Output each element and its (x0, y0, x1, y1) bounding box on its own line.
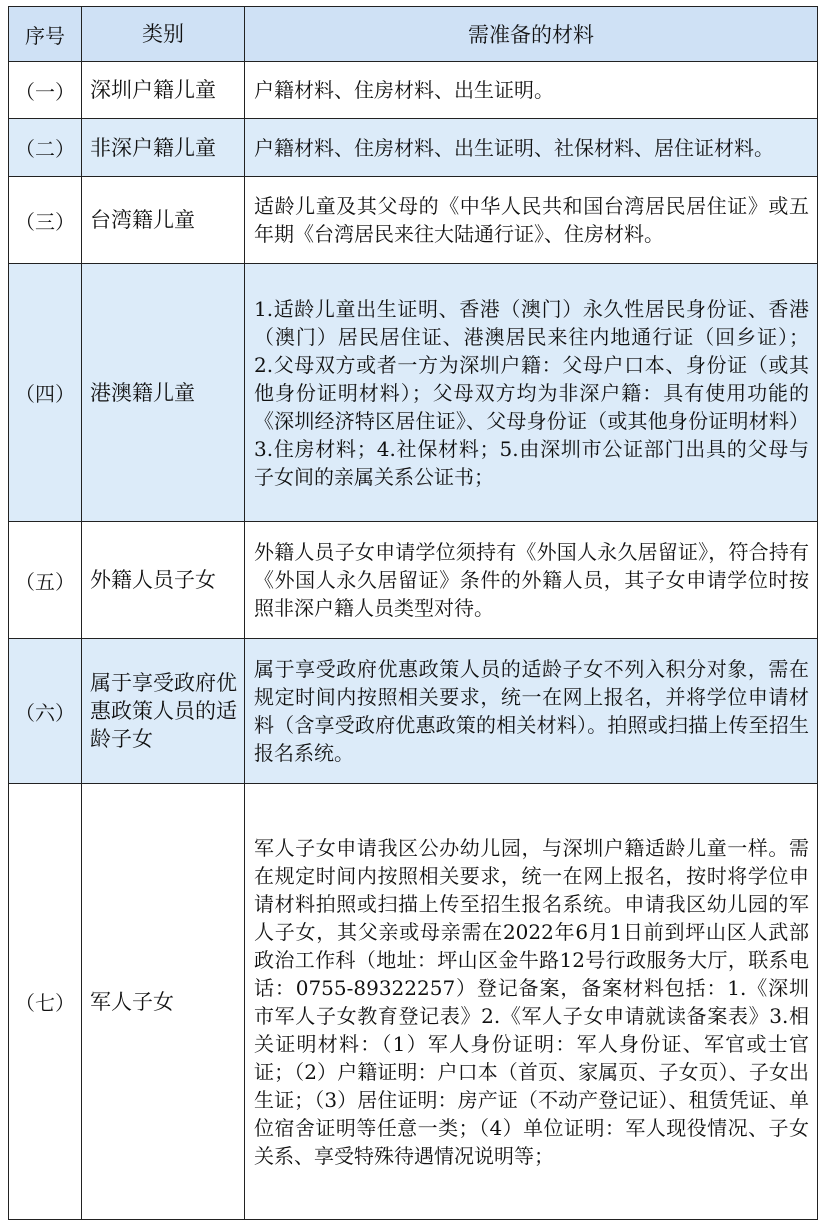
table-row (9, 177, 818, 264)
table-row (9, 62, 818, 119)
row-num: （三） (9, 177, 82, 264)
row-category: 属于享受政府优惠政策人员的适龄子女 (82, 639, 245, 784)
header-num: 序号 (9, 7, 82, 62)
row-materials: 属于享受政府优惠政策人员的适龄子女不列入积分对象，需在规定时间内按照相关要求，统一在网上报名，并将学位申请材料（含享受政府优惠政策的相关材料）。拍照或扫描上传至招生报名系统。 (245, 639, 818, 784)
table-row (9, 119, 818, 177)
row-materials: 1.适龄儿童出生证明、香港（澳门）永久性居民身份证、香港（澳门）居民居住证、港澳居民来往内地通行证（回乡证）； 2.父母双方或者一方为深圳户籍：父母户口本、身份证（或其他身份证明材料）；父母双方均为非深户籍：具有使用功能的《深圳经济特区居住证》、父母身份证（或其他身份证明材料）3.住房材料；4.社保材料；5.由深圳市公证部门出具的父母与子女间的亲属关系公证书； (245, 264, 818, 522)
row-materials: 外籍人员子女申请学位须持有《外国人永久居留证》，符合持有《外国人永久居留证》条件的外籍人员，其子女申请学位时按照非深户籍人员类型对待。 (245, 522, 818, 639)
header-materials: 需准备的材料 (245, 7, 818, 62)
table-row (9, 522, 818, 639)
row-num: （五） (9, 522, 82, 639)
header-category: 类别 (82, 7, 245, 62)
row-materials: 军人子女申请我区公办幼儿园，与深圳户籍适龄儿童一样。需在规定时间内按照相关要求，统一在网上报名，按时将学位申请材料拍照或扫描上传至招生报名系统。申请我区幼儿园的军人子女，其父亲或母亲需在2022年6月1日前到坪山区人武部政治工作科（地址：坪山区金牛路12号行政服务大厅，联系电话：0755-89322257）登记备案，备案材料包括：1.《深圳市军人子女教育登记表》2.《军人子女申请就读备案表》3.相关证明材料：（1）军人身份证明：军人身份证、军官或士官证；（2）户籍证明：户口本（首页、家属页、子女页）、子女出生证；（3）居住证明：房产证（不动产登记证）、租赁凭证、单位宿舍证明等任意一类；（4）单位证明：军人现役情况、子女关系、享受特殊待遇情况说明等； (245, 784, 818, 1220)
row-num: （六） (9, 639, 82, 784)
row-category: 非深户籍儿童 (82, 119, 245, 177)
row-num: （四） (9, 264, 82, 522)
row-num: （二） (9, 119, 82, 177)
row-category: 台湾籍儿童 (82, 177, 245, 264)
table-row (9, 784, 818, 1220)
table-row (9, 639, 818, 784)
row-num: （七） (9, 784, 82, 1220)
row-category: 外籍人员子女 (82, 522, 245, 639)
row-category: 深圳户籍儿童 (82, 62, 245, 119)
row-materials: 适龄儿童及其父母的《中华人民共和国台湾居民居住证》或五年期《台湾居民来往大陆通行证》、住房材料。 (245, 177, 818, 264)
row-materials: 户籍材料、住房材料、出生证明、社保材料、居住证材料。 (245, 119, 818, 177)
materials-table (8, 6, 818, 1220)
row-num: （一） (9, 62, 82, 119)
table-row (9, 264, 818, 522)
row-category: 军人子女 (82, 784, 245, 1220)
table-header-row (9, 7, 818, 62)
row-materials: 户籍材料、住房材料、出生证明。 (245, 62, 818, 119)
row-category: 港澳籍儿童 (82, 264, 245, 522)
